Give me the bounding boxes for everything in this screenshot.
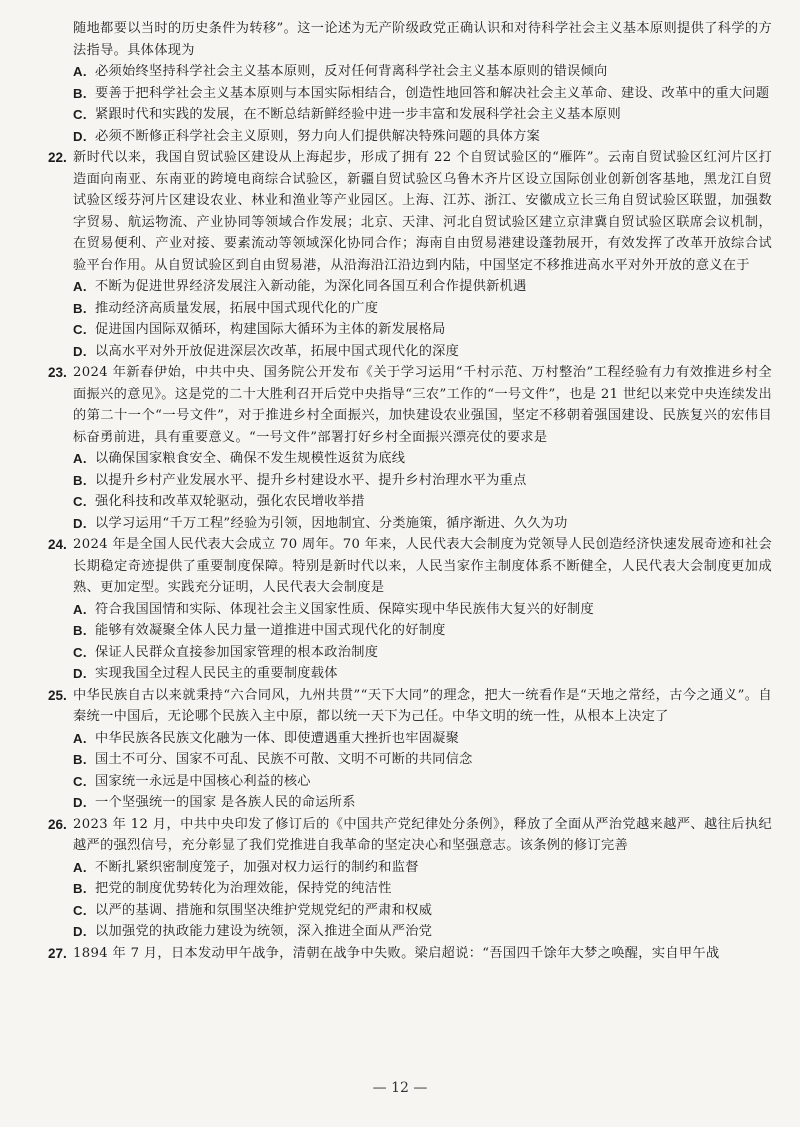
option-text: 以确保国家粮食安全、确保不发生规模性返贫为底线: [95, 451, 406, 466]
question-number: 24.: [48, 537, 67, 552]
option-text: 推动经济高质量发展，拓展中国式现代化的广度: [95, 300, 379, 316]
page-content: [30, 18, 772, 964]
option-text: 以加强党的执政能力建设为统领，深入推进全面从严治党: [95, 924, 433, 939]
option-letter: A.: [73, 859, 87, 875]
option-letter: C.: [73, 644, 87, 660]
option-b: [73, 749, 772, 771]
option-d: [73, 921, 772, 943]
option-text: 中华民族各民族文化融为一体、即使遭遇重大挫折也牢固凝聚: [95, 730, 460, 746]
option-a: [73, 857, 772, 879]
option-letter: A.: [73, 601, 87, 617]
option-text: 以提升乡村产业发展水平、提升乡村建设水平、提升乡村治理水平为重点: [95, 472, 527, 488]
intro-option-a: [73, 61, 772, 83]
option-d: [73, 513, 772, 535]
option-text: 符合我国国情和实际、体现社会主义国家性质、保障实现中华民族伟大复兴的好制度: [95, 601, 595, 617]
option-letter: D.: [73, 515, 87, 531]
question-25: [30, 685, 772, 814]
option-c: [73, 319, 772, 341]
question-stem: 2023 年 12 月，中共中央印发了修订后的《中国共产党纪律处分条例》，释放了全面从严治党越来越严、越往后执纪越严的强烈信号，充分彰显了我们党推进自我革命的坚定决心和坚强意志。该条例的修订完善: [73, 816, 772, 853]
question-stem: 新时代以来，我国自贸试验区建设从上海起步，形成了拥有 22 个自贸试验区的“雁阵”。云南自贸试验区红河片区打造面向南亚、东南亚的跨境电商综合试验区，新疆自贸试验区乌鲁木齐片区设立国际创业创新创客基地，黑龙江自贸试验区绥芬河片区建设农业、林业和渔业等产业园区。上海、江苏、浙江、安徽成立长三角自贸试验区联盟，加强数字贸易、航运物流、产业协同等领域合作发展；北京、天津、河北自贸试验区建立京津冀自贸试验区联席会议机制，在贸易便利、产业对接、要素流动等领域深化协同合作；海南自由贸易港建设蓬勃展开，有效发挥了改革开放综合试验平台作用。从自贸试验区到自由贸易港，从沿海沿江沿边到内陆，中国坚定不移推进高水平对外开放的意义在于: [73, 150, 772, 273]
option-text: 国土不可分、国家不可乱、民族不可散、文明不可断的共同信念: [95, 752, 473, 767]
option-text: 要善于把科学社会主义基本原则与本国实际相结合，创造性地回答和解决社会主义革命、建设、改革中的重大问题: [95, 85, 770, 101]
option-letter: C.: [73, 494, 87, 509]
option-text: 不断为促进世界经济发展注入新动能，为深化同各国互利合作提供新机遇: [95, 279, 527, 294]
option-letter: B.: [73, 752, 87, 767]
option-text: 实现我国全过程人民民主的重要制度载体: [95, 666, 338, 681]
option-letter: D.: [73, 666, 87, 681]
question-number: 23.: [48, 365, 67, 380]
question-number: 22.: [48, 150, 67, 165]
question-26: [30, 814, 772, 943]
question-27: [30, 943, 772, 965]
option-letter: C.: [73, 322, 87, 337]
option-letter: B.: [73, 300, 87, 316]
intro-option-c: [73, 104, 772, 126]
option-c: [73, 771, 772, 793]
option-b: [73, 620, 772, 642]
option-letter: C.: [73, 902, 87, 918]
intro-stem: 随地都要以当时的历史条件为转移”。这一论述为无产阶级政党正确认识和对待科学社会主义基本原则提供了科学的方法指导。具体体现为: [73, 21, 772, 58]
option-text: 能够有效凝聚全体人民力量一道推进中国式现代化的好制度: [95, 623, 446, 638]
option-letter: D.: [73, 343, 87, 359]
option-text: 一个坚强统一的国家 是各族人民的命运所系: [95, 795, 356, 810]
intro-option-d: [73, 126, 772, 148]
page-number: — 12 —: [372, 1080, 428, 1096]
option-letter: A.: [73, 64, 87, 79]
option-text: 国家统一永远是中国核心利益的核心: [95, 773, 311, 789]
option-letter: C.: [73, 773, 87, 789]
option-text: 以学习运用“千万工程”经验为引领，因地制宜、分类施策，循序渐进、久久为功: [95, 515, 568, 531]
intro-option-b: [73, 83, 772, 105]
option-text: 不断扎紧织密制度笼子，加强对权力运行的制约和监督: [95, 859, 419, 875]
option-letter: A.: [73, 730, 87, 746]
option-b: [73, 878, 772, 900]
question-stem: 2024 年新春伊始，中共中央、国务院公开发布《关于学习运用“千村示范、万村整治”工程经验有力有效推进乡村全面振兴的意见》。这是党的二十大胜利召开后党中央指导“三农”工作的“一号文件”，也是 21 世纪以来党中央连续发出的第二十一个“一号文件”，对于推进乡村全面振兴，加快建设农业强国，坚定不移朝着强国建设、民族复兴的宏伟目标奋勇前进，具有重要意义。“一号文件”部署打好乡村全面振兴漂亮仗的要求是: [73, 365, 772, 445]
option-b: [73, 298, 772, 320]
option-text: 促进国内国际双循环，构建国际大循环为主体的新发展格局: [95, 322, 446, 337]
option-letter: B.: [73, 881, 87, 896]
question-23: [30, 362, 772, 534]
option-text: 保证人民群众直接参加国家管理的根本政治制度: [95, 644, 379, 660]
question-number: 25.: [48, 687, 67, 703]
option-letter: A.: [73, 279, 87, 294]
option-text: 必须始终坚持科学社会主义基本原则，反对任何背离科学社会主义基本原则的错误倾向: [95, 64, 608, 79]
question-number: 27.: [48, 945, 67, 961]
option-a: [73, 728, 772, 750]
option-text: 以严的基调、措施和氛围坚决维护党规党纪的严肃和权威: [95, 902, 433, 918]
option-a: [73, 276, 772, 298]
option-c: [73, 491, 772, 513]
question-stem: 中华民族自古以来就秉持“六合同风，九州共贯”“天下大同”的理念，把大一统看作是“天地之常经，古今之通义”。自秦统一中国后，无论哪个民族入主中原，都以统一天下为己任。中华文明的统一性，从根本上决定了: [73, 687, 772, 724]
option-letter: D.: [73, 924, 87, 939]
option-text: 紧跟时代和实践的发展，在不断总结新鲜经验中进一步丰富和发展科学社会主义基本原则: [95, 107, 622, 122]
question-stem: 1894 年 7 月，日本发动甲午战争，清朝在战争中失败。梁启超说：“吾国四千馀年大梦之唤醒，实自甲午战: [73, 945, 720, 961]
option-c: [73, 900, 772, 922]
option-letter: A.: [73, 451, 87, 466]
option-letter: B.: [73, 85, 87, 101]
option-text: 强化科技和改革双轮驱动，强化农民增收举措: [95, 494, 365, 509]
option-b: [73, 470, 772, 492]
option-d: [73, 792, 772, 814]
option-d: [73, 341, 772, 363]
option-letter: C.: [73, 107, 87, 122]
option-a: [73, 599, 772, 621]
option-text: 必须不断修正科学社会主义原则，努力向人们提供解决特殊问题的具体方案: [95, 128, 541, 144]
option-c: [73, 642, 772, 664]
option-d: [73, 663, 772, 685]
option-letter: D.: [73, 128, 87, 144]
option-letter: B.: [73, 623, 87, 638]
intro-question: [30, 18, 772, 147]
option-text: 以高水平对外开放促进深层次改革，拓展中国式现代化的深度: [95, 343, 460, 359]
option-letter: D.: [73, 795, 87, 810]
option-a: [73, 448, 772, 470]
option-letter: B.: [73, 472, 87, 488]
question-22: [30, 147, 772, 362]
question-24: [30, 534, 772, 685]
question-number: 26.: [48, 816, 67, 832]
option-text: 把党的制度优势转化为治理效能，保持党的纯洁性: [95, 881, 392, 896]
question-stem: 2024 年是全国人民代表大会成立 70 周年。70 年来，人民代表大会制度为党领导人民创造经济快速发展奇迹和社会长期稳定奇迹提供了重要制度保障。特别是新时代以来，人民当家作主制度体系不断健全，人民代表大会制度更加成熟、更加定型。实践充分证明，人民代表大会制度是: [73, 537, 772, 595]
